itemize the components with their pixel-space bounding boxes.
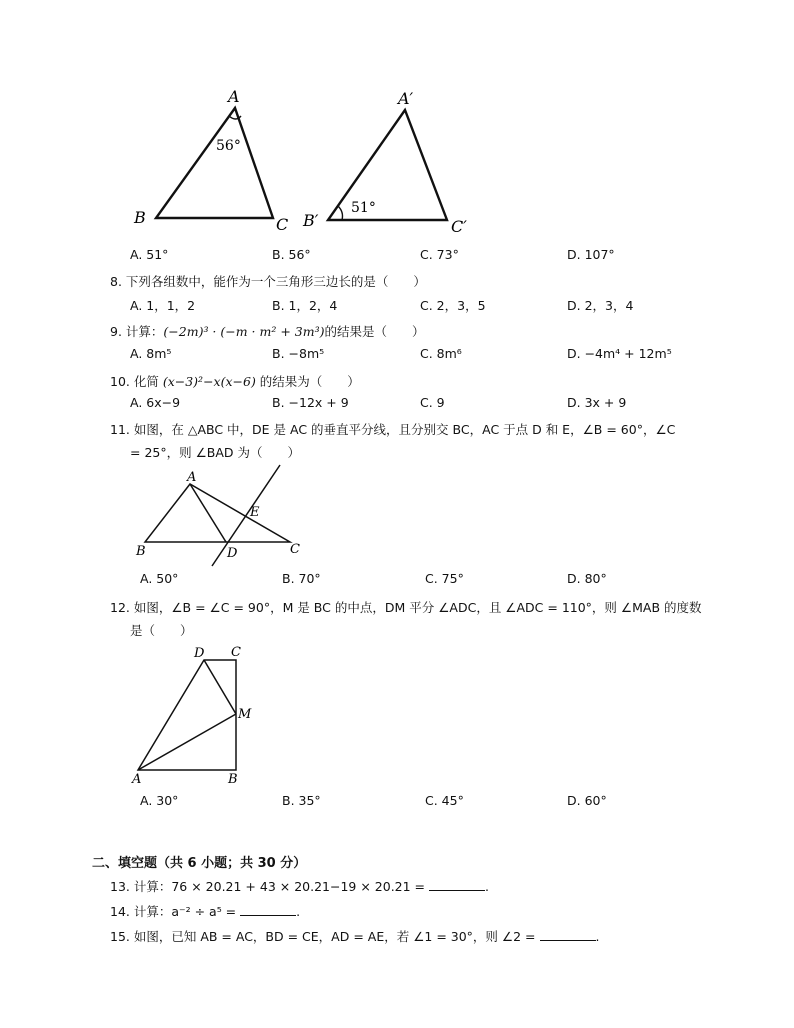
quadrilateral-abcd <box>138 660 236 770</box>
q7-option-b[interactable]: B. 56° <box>272 247 311 262</box>
q7-figure <box>120 82 480 242</box>
q12-stem-line1: 12. 如图，∠B = ∠C = 90°，M 是 BC 的中点，DM 平分 ∠ADC，且 ∠ADC = 110°，则 ∠MAB 的度数 <box>110 600 702 615</box>
q12-figure <box>128 642 258 788</box>
q15-end: . <box>595 929 600 944</box>
label-m-12: M <box>238 707 252 722</box>
q11-option-b[interactable]: B. 70° <box>282 571 321 586</box>
q11-option-c[interactable]: C. 75° <box>425 571 464 586</box>
label-e-11: E <box>250 505 260 520</box>
q7-option-c[interactable]: C. 73° <box>420 247 459 262</box>
label-c-prime: C′ <box>451 217 467 236</box>
q14-end: . <box>296 904 301 919</box>
segment-dm <box>204 660 236 714</box>
q12-option-a[interactable]: A. 30° <box>140 793 179 808</box>
angle-label-56: 56° <box>216 138 241 154</box>
q12-option-d[interactable]: D. 60° <box>567 793 607 808</box>
q8-option-b[interactable]: B. 1，2，4 <box>272 298 338 313</box>
q14-answer-blank[interactable] <box>240 903 296 916</box>
label-b: B <box>134 208 146 227</box>
angle-label-51: 51° <box>351 200 376 216</box>
q13-text: 13. 计算：76 × 20.21 + 43 × 20.21−19 × 20.21 = <box>110 879 426 894</box>
angle-arc-b-prime <box>338 206 343 220</box>
q14-text: 14. 计算：a⁻² ÷ a⁵ = <box>110 904 237 919</box>
segment-ad <box>190 484 226 542</box>
segment-am <box>138 714 236 770</box>
q10-stem <box>110 372 360 390</box>
q9-stem-suffix: 的结果是（ ） <box>324 324 425 339</box>
perpendicular-bisector-de <box>212 465 280 566</box>
q13 <box>110 877 489 895</box>
triangle-abc <box>156 108 273 218</box>
q10-option-b[interactable]: B. −12x + 9 <box>272 395 349 410</box>
q11-option-a[interactable]: A. 50° <box>140 571 179 586</box>
q15-text: 15. 如图，已知 AB = AC，BD = CE，AD = AE，若 ∠1 = 30°，则 ∠2 = <box>110 929 536 944</box>
label-d-11: D <box>227 546 238 561</box>
q13-answer-blank[interactable] <box>429 878 485 891</box>
q9-stem <box>110 322 425 340</box>
label-c: C <box>276 215 289 234</box>
q10-option-c[interactable]: C. 9 <box>420 395 445 410</box>
q13-end: . <box>485 879 489 894</box>
q9-option-a[interactable]: A. 8m⁵ <box>130 346 172 361</box>
q10-expression: (x−3)²−x(x−6) <box>162 374 256 389</box>
label-c-12: C <box>231 645 241 660</box>
q8-option-d[interactable]: D. 2，3，4 <box>567 298 634 313</box>
q15 <box>110 927 599 945</box>
q8-stem: 8. 下列各组数中，能作为一个三角形三边长的是（ ） <box>110 274 426 289</box>
label-b-prime: B′ <box>303 211 319 230</box>
q8-option-c[interactable]: C. 2，3，5 <box>420 298 486 313</box>
q9-option-b[interactable]: B. −8m⁵ <box>272 346 325 361</box>
q11-stem-line1: 11. 如图，在 △ABC 中，DE 是 AC 的垂直平分线，且分别交 BC，AC 于点 D 和 E，∠B = 60°，∠C <box>110 422 676 437</box>
angle-arc-a <box>229 116 241 119</box>
q8-option-a[interactable]: A. 1，1，2 <box>130 298 196 313</box>
q9-option-d[interactable]: D. −4m⁴ + 12m⁵ <box>567 346 672 361</box>
q9-stem-prefix: 9. 计算： <box>110 324 164 339</box>
label-c-11: C <box>290 542 300 557</box>
q9-expression: (−2m)³ · (−m · m² + 3m³) <box>163 324 325 339</box>
triangle-a-prime-b-prime-c-prime <box>328 110 447 220</box>
q10-stem-suffix: 的结果为（ ） <box>255 374 360 389</box>
section-title-fill-blank: 二、填空题（共 6 小题；共 30 分） <box>92 856 307 871</box>
q11-option-d[interactable]: D. 80° <box>567 571 607 586</box>
triangle-abc-11 <box>145 484 290 542</box>
q12-stem-line2: 是（ ） <box>130 623 193 638</box>
q7-option-d[interactable]: D. 107° <box>567 247 615 262</box>
label-a-prime: A′ <box>398 89 414 108</box>
label-a-12: A <box>132 772 142 787</box>
label-a: A <box>228 87 240 106</box>
q15-answer-blank[interactable] <box>540 928 596 941</box>
label-a-11: A <box>187 470 197 485</box>
label-b-11: B <box>136 544 146 559</box>
q14 <box>110 902 300 920</box>
q7-option-a[interactable]: A. 51° <box>130 247 169 262</box>
q12-option-b[interactable]: B. 35° <box>282 793 321 808</box>
q11-stem-line2: = 25°，则 ∠BAD 为（ ） <box>130 445 301 460</box>
q9-option-c[interactable]: C. 8m⁶ <box>420 346 462 361</box>
q11-figure <box>130 462 310 570</box>
q10-option-a[interactable]: A. 6x−9 <box>130 395 181 410</box>
q10-option-d[interactable]: D. 3x + 9 <box>567 395 627 410</box>
q12-option-c[interactable]: C. 45° <box>425 793 464 808</box>
label-b-12: B <box>228 772 238 787</box>
q10-stem-prefix: 10. 化简 <box>110 374 163 389</box>
label-d-12: D <box>194 646 205 661</box>
